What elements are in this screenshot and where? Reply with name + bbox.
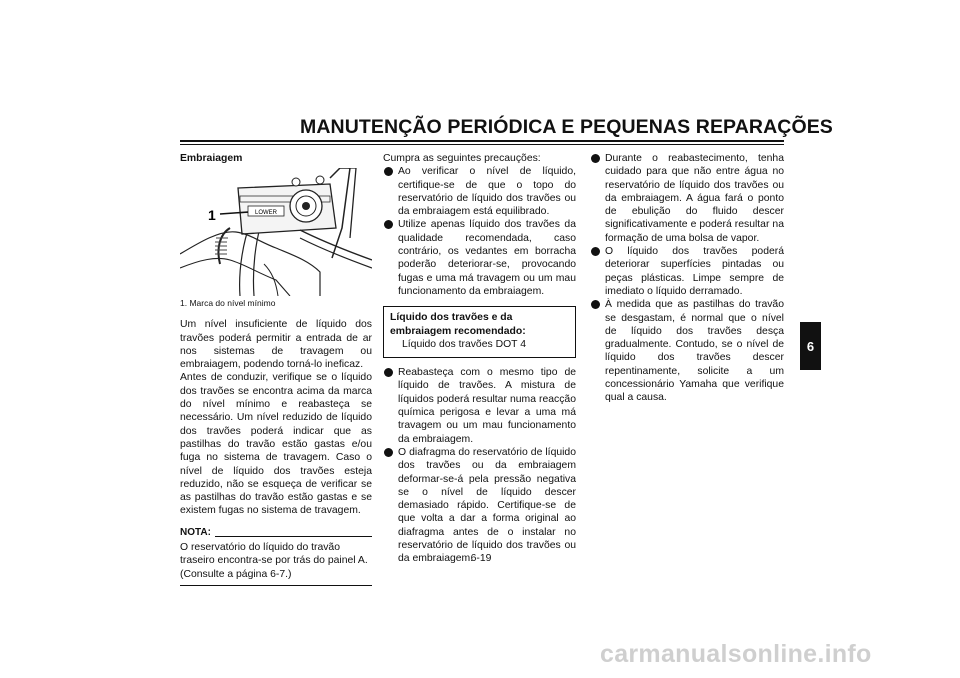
paragraph: Um nível insuficiente de líquido dos travões poderá permitir a entrada de ar nos sistemas de travagem ou embraiagem, podendo torná-lo ineficaz. (180, 319, 372, 371)
list-item: Utilize apenas líquido dos travões da qualidade recomendada, caso contrário, os vedantes em borracha poderão deteriorar-se, provocando fugas e uma má travagem ou um mau funcionamento da embraiagem. (383, 218, 576, 298)
callout-number: 1 (208, 207, 216, 224)
precautions-intro: Cumpra as seguintes precauções: (383, 153, 541, 164)
page-number: 6-19 (470, 553, 492, 564)
paragraph: Antes de conduzir, verifique se o líquido dos travões se encontra acima da marca do nível mínimo e reabasteça se necessário. Um nível reduzido de líquido dos travões poderá indicar que as pastilhas do travão estão gastas e/ou fuga no sistema de travagem. Caso o nível de líquido dos travões esteja reduzido, não se esqueça de verificar se as pastilhas do travão estão gastas e se existem fugas no sistema de travagem. (180, 372, 372, 517)
note-header (180, 526, 372, 539)
bullet-icon (384, 167, 393, 176)
list-item: À medida que as pastilhas do travão se desgastam, é normal que o nível de líquido dos travões desça gradualmente. Contudo, se o nível de líquido dos travões descer repentinamente, solicite a um concessionário Yamaha que verifique qual a causa. (590, 298, 784, 404)
list-item: Ao verificar o nível de líquido, certifique-se de que o topo do reservatório de líquido dos travões ou da embraiagem está equilibrado. (383, 165, 576, 218)
title-rule (180, 140, 784, 142)
list-item: O diafragma do reservatório de líquido dos travões ou da embraiagem deformar-se-á pela pressão negativa se o nível de líquido descer demasiado rápido. Certifique-se de que volta a dar a forma original ao diafragma antes de o instalar no reservatório de líquido dos travões ou da embraiagem. (383, 446, 576, 566)
bullet-icon (591, 300, 600, 309)
lower-label: LOWER (254, 210, 278, 217)
bullet-icon (384, 368, 393, 377)
precautions-list (383, 165, 576, 298)
precautions-list-2 (383, 366, 576, 565)
clutch-reservoir-illustration (180, 168, 372, 296)
note-label: NOTA: (180, 526, 211, 538)
bullet-icon (591, 247, 600, 256)
precautions-list-3 (590, 152, 784, 405)
list-item: Reabasteça com o mesmo tipo de líquido de travões. A mistura de líquidos poderá resultar numa reacção química perigosa e levar a uma má travagem ou um mau funcionamento da embraiagem. (383, 366, 576, 446)
middle-column (383, 152, 576, 566)
note-rule (215, 536, 372, 537)
left-column (180, 152, 372, 586)
page-title: MANUTENÇÃO PERIÓDICA E PEQUENAS REPARAÇÕES (300, 116, 833, 138)
watermark: carmanualsonline.info (600, 640, 872, 668)
section-heading: Embraiagem (180, 153, 243, 164)
figure-caption: 1. Marca do nível mínimo (180, 298, 276, 309)
recommended-fluid-box (383, 306, 576, 358)
recommended-fluid-value: Líquido dos travões DOT 4 (402, 338, 526, 350)
list-item: Durante o reabastecimento, tenha cuidado para que não entre água no reservatório de líquido dos travões ou da embraiagem. A água fará o ponto de ebulição do fluido descer significativamente e poderá resultar na formação de uma bolsa de vapor. (590, 152, 784, 245)
bullet-icon (384, 220, 393, 229)
right-column (590, 152, 784, 405)
list-item: O líquido dos travões poderá deteriorar superfícies pintadas ou peças plásticas. Limpe sempre de imediato o líquido derramado. (590, 245, 784, 298)
clutch-reservoir-figure (180, 168, 372, 296)
chapter-tab: 6 (800, 322, 821, 370)
recommended-fluid-title: Líquido dos travões e da embraiagem recomendado: (390, 312, 526, 337)
note-text: O reservatório do líquido do travão traseiro encontra-se por trás do painel A. (Consulte a página 6-7.) (180, 542, 368, 580)
note-end-rule (180, 585, 372, 586)
bullet-icon (591, 154, 600, 163)
title-rule-thin (180, 144, 784, 145)
bullet-icon (384, 448, 393, 457)
